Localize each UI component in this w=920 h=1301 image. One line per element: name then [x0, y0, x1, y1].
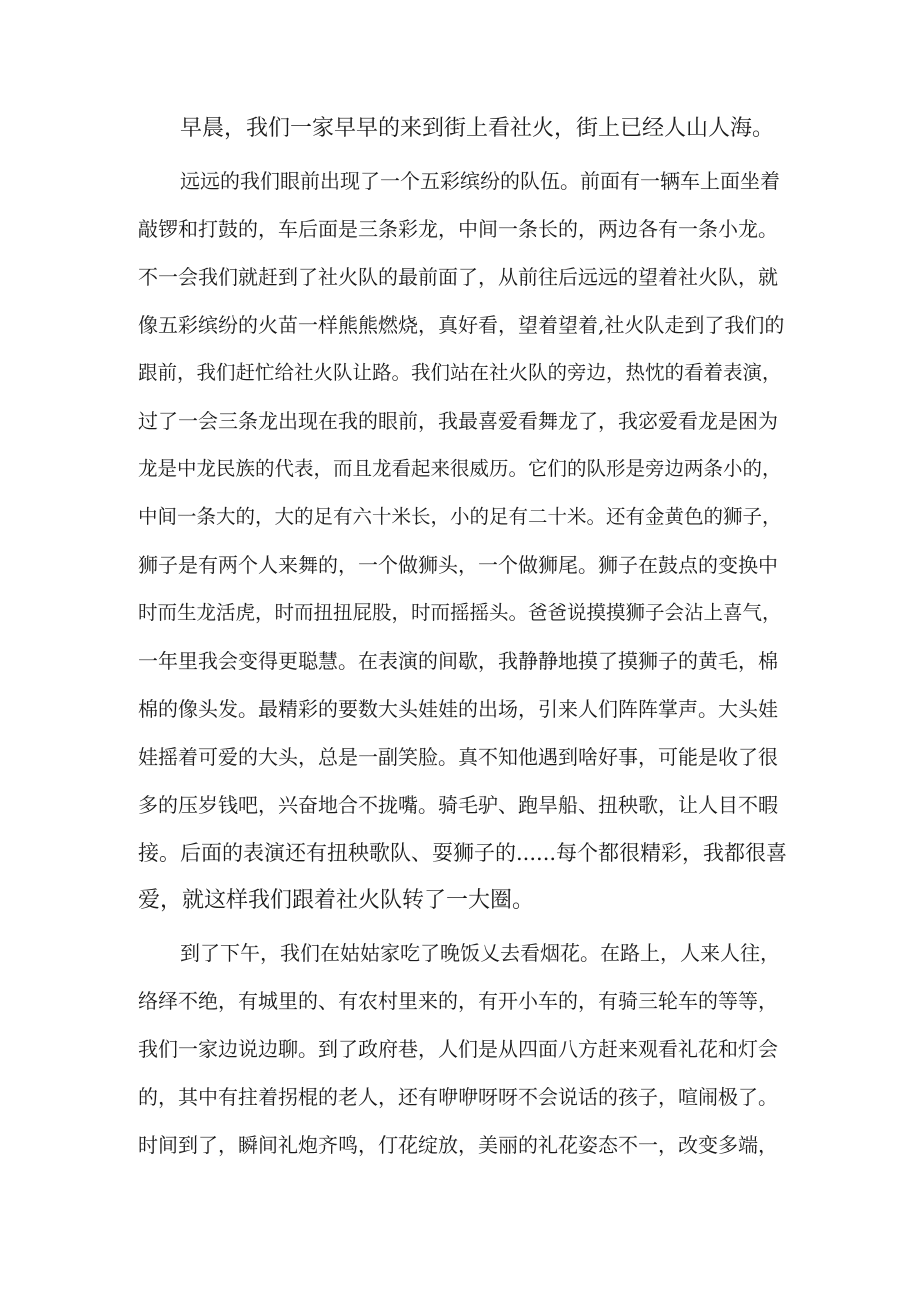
paragraph-2-line-5: 跟前，我们赶忙给社火队让路。我们站在社火队的旁边，热忱的看着表演，	[138, 361, 782, 384]
paragraph-2-line-7: 龙是中龙民族的代表，而且龙看起来很威历。它们的队形是旁边两条小的，	[138, 457, 782, 480]
paragraph-2-line-3: 不一会我们就赶到了社火队的最前面了，从前往后远远的望着社火队，就	[138, 265, 778, 289]
paragraph-2-line-14: 多的压岁钱吧，兴奋地合不拢嘴。骑毛驴、跑旱船、扭秧歌，让人目不暇	[138, 793, 778, 817]
paragraph-2-line-15: 接。后面的表演还有扭秧歌队、耍狮子的......每个都很精彩，我都很喜	[138, 841, 788, 865]
paragraph-2-line-11: 一年里我会变得更聪慧。在表演的间歇，我静静地摸了摸狮子的黄毛，棉	[138, 649, 778, 673]
paragraph-3-line-3: 我们一家边说边聊。到了政府巷，人们是从四面八方赶来观看礼花和灯会	[138, 1037, 778, 1061]
paragraph-2-line-8: 中间一条大的，大的足有六十米长，小的足有二十米。还有金黄色的狮子，	[138, 505, 782, 528]
paragraph-3-line-2: 络绎不绝，有城里的、有农村里来的，有开小车的，有骑三轮车的等等，	[138, 989, 778, 1013]
paragraph-1-line-1: 早晨，我们一家早早的来到街上看社火，街上已经人山人海。	[180, 116, 775, 141]
paragraph-2-line-2: 敲锣和打鼓的，车后面是三条彩龙，中间一条长的，两边各有一条小龙。	[138, 217, 778, 241]
paragraph-2-line-16: 爱，就这样我们跟着社火队转了一大圈。	[138, 888, 535, 913]
paragraph-3-line-4: 的，其中有拄着拐棍的老人，还有咿咿呀呀不会说话的孩子，喧闹极了。	[138, 1085, 778, 1109]
paragraph-2-line-9: 狮子是有两个人来舞的，一个做狮头，一个做狮尾。狮子在鼓点的变换中	[138, 553, 778, 577]
paragraph-2-line-4: 像五彩缤纷的火苗一样熊熊燃烧，真好看，望着望着,社火队走到了我们的	[138, 313, 785, 337]
paragraph-2-line-10: 时而生龙活虎，时而扭扭屁股，时而摇摇头。爸爸说摸摸狮子会沾上喜气，	[138, 601, 782, 624]
paragraph-2-line-6: 过了一会三条龙出现在我的眼前，我最喜爱看舞龙了，我宓爱看龙是困为	[138, 409, 778, 433]
paragraph-2-line-13: 娃摇着可爱的大头，总是一副笑脸。真不知他遇到啥好事，可能是收了很	[138, 745, 778, 769]
paragraph-3-line-1: 到了下午，我们在姑姑家吃了晚饭乂去看烟花。在路上，人来人往，	[180, 941, 780, 965]
paragraph-2-line-12: 棉的像头发。最精彩的要数大头娃娃的出场，引来人们阵阵掌声。大头娃	[138, 697, 778, 721]
paragraph-2-line-1: 远远的我们眼前出现了一个五彩缤纷的队伍。前面有一辆车上面坐着	[180, 169, 780, 193]
paragraph-3-line-5: 时间到了，瞬间礼炮齐鸣，仃花绽放，美丽的礼花姿态不一，改变多端，	[138, 1133, 778, 1157]
